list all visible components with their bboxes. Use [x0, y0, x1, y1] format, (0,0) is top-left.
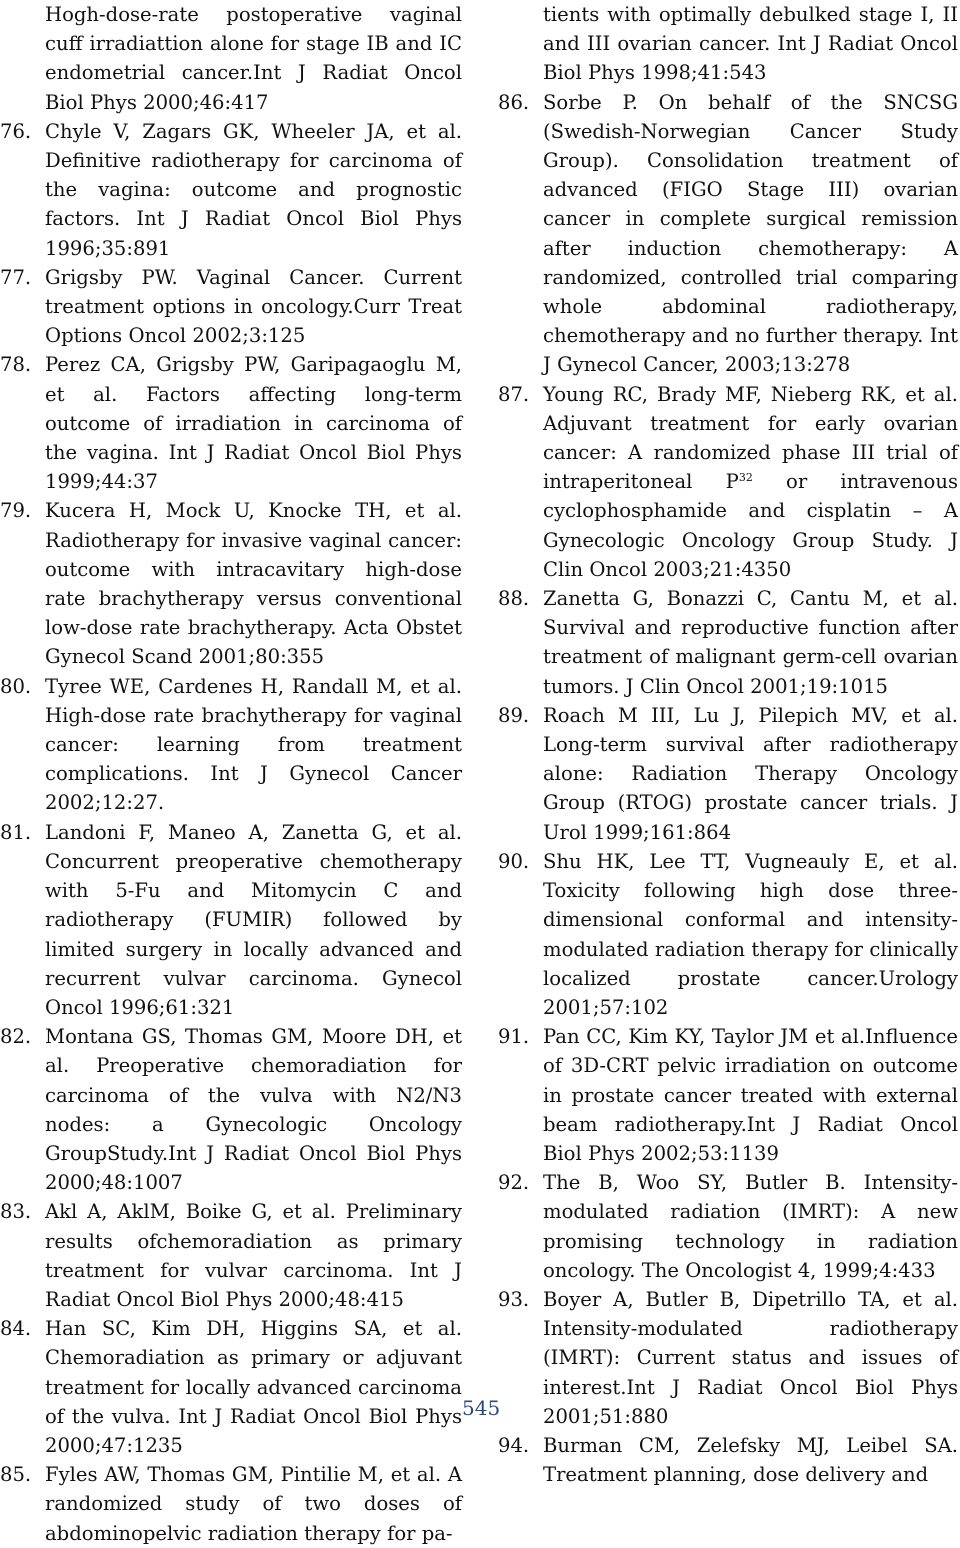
reference-number: 94. [498, 1433, 530, 1457]
reference-text: Montana GS, Thomas GM, Moore DH, et al. Preoperative chemoradiation for carcinoma of the vulva with N2/N3 nodes: a Gynecologic Oncology GroupStudy.Int J Radiat Oncol Biol Phys 2000;48:1007 [45, 1025, 462, 1195]
reference-87 [498, 380, 958, 584]
reference-text: Burman CM, Zelefsky MJ, Leibel SA. Treatment planning, dose delivery and [543, 1433, 958, 1487]
reference-78 [0, 350, 462, 496]
reference-text: Landoni F, Maneo A, Zanetta G, et al. Concurrent preoperative chemotherapy with 5-Fu and Mitomycin C and radiotherapy (FUMIR) followed by limited surgery in locally advanced and recurrent vulvar carcinoma. Gynecol Oncol 1996;61:321 [45, 820, 462, 1019]
reference-number: 87. [498, 382, 530, 406]
reference-number: 90. [498, 849, 530, 873]
reference-text [543, 380, 958, 584]
reference-84 [0, 1314, 462, 1460]
reference-number: 83. [0, 1200, 32, 1224]
reference-text: Hogh-dose-rate postoperative vaginal cuff irradiattion alone for stage IB and IC endometrial cancer.Int J Radiat Oncol Biol Phys 2000;46:417 [45, 3, 462, 114]
reference-77 [0, 263, 462, 351]
reference-continuation [498, 0, 958, 88]
reference-text: Fyles AW, Thomas GM, Pintilie M, et al. A randomized study of two doses of abdominopelvic radiation therapy for pa- [45, 1463, 462, 1545]
reference-text: Shu HK, Lee TT, Vugneauly E, et al. Toxicity following high dose three-dimensional conformal and intensity-modulated radiation therapy for clinically localized prostate cancer.Urology 2001;57:102 [543, 849, 958, 1019]
reference-number: 80. [0, 674, 32, 698]
reference-text: Sorbe P. On behalf of the SNCSG (Swedish-Norwegian Cancer Study Group). Consolidation treatment of advanced (FIGO Stage III) ovarian cancer in complete surgical remission after induction chemotherapy: A randomized, controlled trial comparing whole abdominal radiotherapy, chemotherapy and no further therapy. Int J Gynecol Cancer, 2003;13:278 [543, 90, 958, 377]
reference-76 [0, 117, 462, 263]
right-reference-column [498, 0, 958, 1489]
reference-93 [498, 1285, 958, 1431]
reference-number: 93. [498, 1287, 530, 1311]
reference-text: Zanetta G, Bonazzi C, Cantu M, et al. Survival and reproductive function after treatment of malignant germ-cell ovarian tumors. J Clin Oncol 2001;19:1015 [543, 587, 958, 698]
left-reference-column [0, 0, 462, 1548]
reference-continuation [0, 0, 462, 117]
reference-79 [0, 496, 462, 671]
superscript: 32 [738, 471, 753, 485]
reference-94 [498, 1431, 958, 1489]
reference-number: 85. [0, 1463, 32, 1487]
page-number: 545 [462, 1396, 501, 1420]
reference-number: 89. [498, 703, 530, 727]
reference-text: Perez CA, Grigsby PW, Garipagaoglu M, et al. Factors affecting long-term outcome of irradiation in carcinoma of the vagina. Int J Radiat Oncol Biol Phys 1999;44:37 [45, 353, 462, 494]
reference-number: 91. [498, 1025, 530, 1049]
reference-text: Boyer A, Butler B, Dipetrillo TA, et al. Intensity-modulated radiotherapy (IMRT): Current status and issues of interest.Int J Radiat Oncol Biol Phys 2001;51:880 [543, 1287, 958, 1428]
reference-86 [498, 88, 958, 380]
reference-number: 82. [0, 1025, 32, 1049]
reference-text: Akl A, AklM, Boike G, et al. Preliminary results ofchemoradiation as primary treatment for vulvar carcinoma. Int J Radiat Oncol Biol Phys 2000;48:415 [45, 1200, 462, 1311]
reference-85 [0, 1460, 462, 1548]
reference-text: The B, Woo SY, Butler B. Intensity-modulated radiation (IMRT): A new promising technology in radiation oncology. The Oncologist 4, 1999;4:433 [543, 1171, 958, 1282]
reference-number: 77. [0, 265, 32, 289]
reference-number: 78. [0, 353, 32, 377]
reference-82 [0, 1022, 462, 1197]
reference-text: Roach M III, Lu J, Pilepich MV, et al. Long-term survival after radiotherapy alone: Radiation Therapy Oncology Group (RTOG) prostate cancer trials. J Urol 1999;161:864 [543, 703, 958, 844]
reference-81 [0, 818, 462, 1022]
reference-text-part: Young RC, Brady MF, Nieberg RK, et al. Adjuvant treatment for early ovarian cancer: A randomized phase III trial of intraperitoneal P [543, 382, 958, 494]
reference-number: 88. [498, 587, 530, 611]
reference-91 [498, 1022, 958, 1168]
reference-92 [498, 1168, 958, 1285]
reference-text: Chyle V, Zagars GK, Wheeler JA, et al. Definitive radiotherapy for carcinoma of the vagina: outcome and prognostic factors. Int J Radiat Oncol Biol Phys 1996;35:891 [45, 119, 462, 260]
reference-83 [0, 1197, 462, 1314]
reference-text: Kucera H, Mock U, Knocke TH, et al. Radiotherapy for invasive vaginal cancer: outcome with intracavitary high-dose rate brachytherapy versus conventional low-dose rate brachytherapy. Acta Obstet Gynecol Scand 2001;80:355 [45, 499, 462, 669]
reference-number: 86. [498, 90, 530, 114]
reference-text-part: or intravenous cyclophosphamide and cisplatin – A Gynecologic Oncology Group Study. J Clin Oncol 2003;21:4350 [543, 470, 958, 581]
reference-text: tients with optimally debulked stage I, II and III ovarian cancer. Int J Radiat Oncol Biol Phys 1998;41:543 [543, 3, 958, 85]
reference-number: 92. [498, 1171, 530, 1195]
reference-text: Tyree WE, Cardenes H, Randall M, et al. High-dose rate brachytherapy for vaginal cancer: learning from treatment complications. Int J Gynecol Cancer 2002;12:27. [45, 674, 462, 815]
reference-number: 84. [0, 1317, 32, 1341]
reference-text: Pan CC, Kim KY, Taylor JM et al.Influence of 3D-CRT pelvic irradiation on outcome in prostate cancer treated with external beam radiotherapy.Int J Radiat Oncol Biol Phys 2002;53:1139 [543, 1025, 958, 1165]
reference-89 [498, 701, 958, 847]
reference-number: 81. [0, 820, 32, 844]
reference-text: Grigsby PW. Vaginal Cancer. Current treatment options in oncology.Curr Treat Options Oncol 2002;3:125 [45, 265, 462, 348]
reference-90 [498, 847, 958, 1022]
reference-number: 79. [0, 499, 32, 523]
reference-80 [0, 672, 462, 818]
reference-number: 76. [0, 119, 32, 143]
reference-text: Han SC, Kim DH, Higgins SA, et al. Chemoradiation as primary or adjuvant treatment for locally advanced carcinoma of the vulva. Int J Radiat Oncol Biol Phys 2000;47:1235 [45, 1317, 462, 1457]
reference-88 [498, 584, 958, 701]
